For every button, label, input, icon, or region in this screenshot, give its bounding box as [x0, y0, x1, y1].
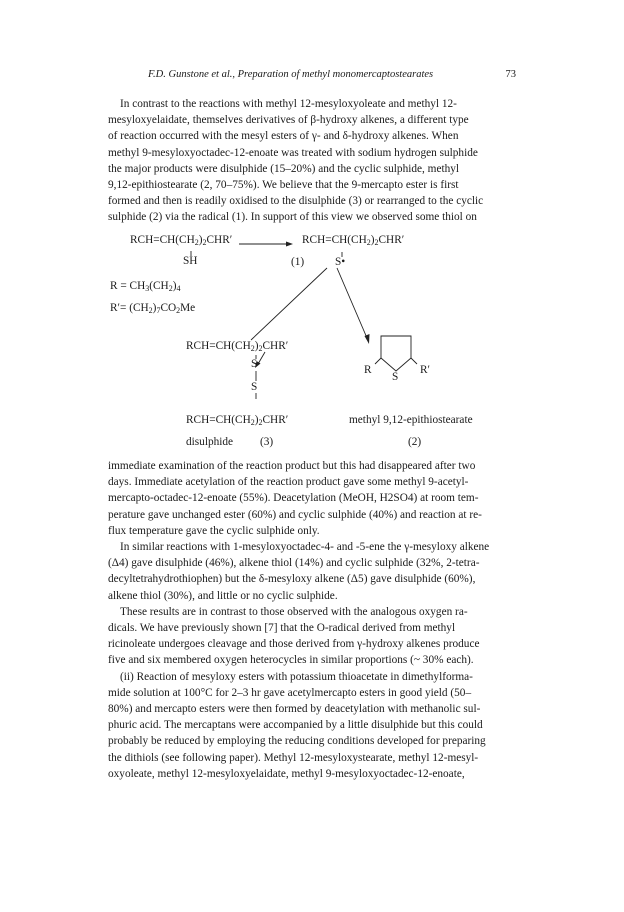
running-head: F.D. Gunstone et al., Preparation of methyl monomercaptostearates — [148, 69, 434, 80]
text-line: In similar reactions with 1-mesyloxyoctadec-4- and -5-ene the γ-mesyloxy alkene — [120, 541, 490, 554]
cyclic-name: methyl 9,12-epithiostearate — [349, 414, 473, 426]
thiol-formula: $RCH=CH(CH_2)_2CHR'$ — [130, 234, 233, 247]
text-line: mercapto-octadec-12-enoate (55%). Deacetylation (MeOH, H2SO4) at room tem- — [108, 492, 479, 505]
arrowhead-thiol-to-radical — [286, 242, 293, 247]
arrow-radical-to-cyclic — [337, 268, 367, 338]
text-line: immediate examination of the reaction product but this had disappeared after two — [108, 460, 476, 472]
text-line: the dithiols (see following paper). Methyl 12-mesyloxystearate, methyl 12-mesyl- — [108, 751, 479, 764]
ring-lower-bonds — [375, 358, 417, 371]
r-definition: $R = CH_3(CH_2)_4$ — [110, 280, 181, 293]
cyclic-label: (2) — [408, 436, 422, 448]
text-line: phuric acid. The mercaptans were accompanied by a little disulphide but this could — [108, 719, 483, 732]
text-line: dicals. We have previously shown [7] that the O-radical derived from methyl — [108, 622, 456, 635]
text-line: (ii) Reaction of mesyloxy esters with potassium thioacetate in dimethylforma- — [120, 670, 473, 683]
rprime-definition: $R'= (CH_2)_7CO_2Me$ — [110, 302, 196, 315]
disulphide-top-formula: $RCH=CH(CH_2)_2CHR'$ — [186, 340, 289, 353]
text-line: alkene thiol (30%), and little or no cyclic sulphide. — [108, 589, 338, 602]
line-radical-to-disulphide — [251, 268, 327, 340]
arrow-thiol-to-disulphide — [258, 352, 265, 364]
text-line: five and six membered oxygen heterocycles in similar proportions (~ 30% each). — [108, 654, 474, 667]
text-line: the major products were disulphide (15–20%) and the cyclic sulphide, methyl — [108, 162, 460, 175]
text-line: In contrast to the reactions with methyl 12-mesyloxyoleate and methyl 12- — [120, 98, 457, 110]
radical-s: S• — [335, 256, 346, 268]
text-line: These results are in contrast to those observed with the analogous oxygen ra- — [120, 605, 468, 618]
disulphide-label: (3) — [260, 436, 274, 448]
text-line: (Δ4) gave disulphide (46%), alkene thiol (14%) and cyclic sulphide (32%, 2-tetra- — [108, 557, 480, 570]
text-line: probably be reduced by employing the reducing conditions developed for preparing — [108, 735, 486, 748]
text-line: days. Immediate acetylation of the reaction product gave some methyl 9-acetyl- — [108, 476, 469, 489]
ring-s: S — [392, 371, 399, 383]
disulphide-name: disulphide — [186, 436, 234, 448]
arrowhead-radical-to-cyclic — [365, 334, 370, 344]
thiol-sh: SH — [183, 255, 198, 267]
ring-rprime: R′ — [420, 364, 431, 376]
text-line: formed and then is readily oxidised to the disulphide (3) or rearranged to the cyclic — [108, 195, 484, 208]
radical-label: (1) — [291, 256, 305, 268]
ring-upper-bonds — [381, 336, 411, 358]
disulphide-s1: S — [251, 358, 258, 370]
text-line: methyl 9-mesyloxyoctadec-12-enoate was treated with sodium hydrogen sulphide — [108, 146, 478, 159]
text-line: 80%) and mercapto esters were then formed by deacetylation with methanolic sul- — [108, 703, 481, 716]
text-line: decyltetrahydrothiophen) but the δ-mesyloxy alkene (Δ5) gave disulphide (60%), — [108, 573, 476, 586]
text-line: sulphide (2) via the radical (1). In support of this view we observed some thiol on — [108, 211, 477, 224]
disulphide-s2: S — [251, 381, 258, 393]
text-line: 9,12-epithiostearate (2, 70–75%). We believe that the 9-mercapto ester is first — [108, 179, 459, 192]
paragraph-main — [108, 458, 518, 782]
page-number: 73 — [505, 69, 516, 80]
text-line: mide solution at 100°C for 2–3 hr gave acetylmercapto esters in good yield (50– — [108, 686, 472, 699]
text-line: of reaction occurred with the mesyl esters of γ- and δ-hydroxy alkenes. When — [108, 130, 459, 143]
radical-formula: $RCH=CH(CH_2)_2CHR'$ — [302, 234, 405, 247]
text-line: flux temperature gave the cyclic sulphide only. — [108, 524, 320, 537]
disulphide-bottom-formula: $RCH=CH(CH_2)_2CHR'$ — [186, 414, 289, 427]
text-line: oxyoleate, methyl 12-mesyloxyelaidate, methyl 9-mesyloxyoctadec-12-enoate, — [108, 767, 465, 780]
text-line: mesyloxyelaidate, themselves derivatives of β-hydroxy alkenes, a different type — [108, 114, 469, 127]
text-line: perature gave unchanged ester (60%) and cyclic sulphide (40%) and reaction at re- — [108, 508, 482, 521]
text-line: ricinoleate undergoes cleavage and those derived from γ-hydroxy alkenes produce — [108, 638, 480, 651]
ring-r: R — [364, 364, 372, 376]
